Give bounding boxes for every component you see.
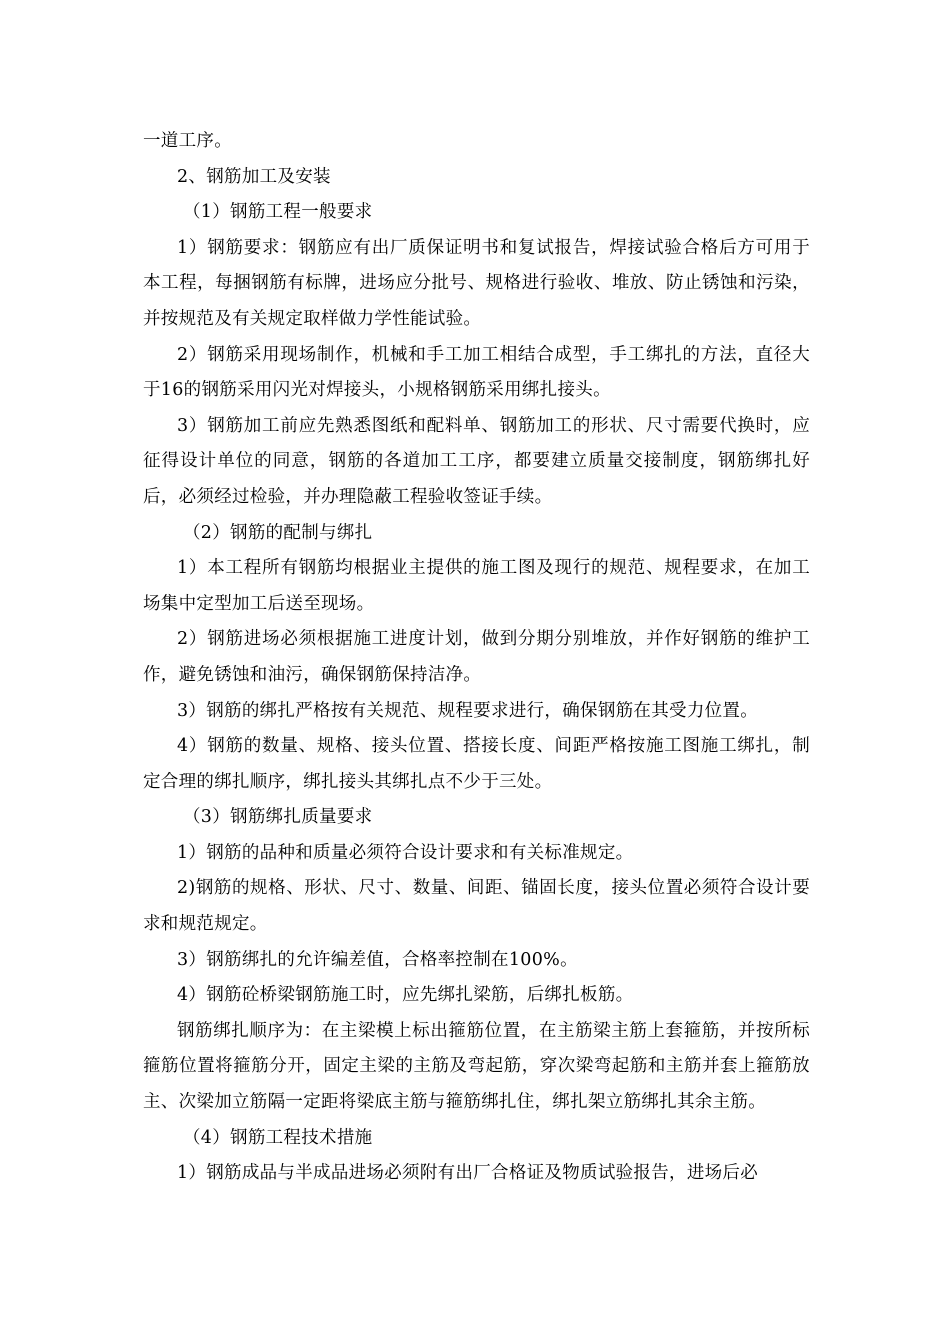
paragraph: 2）钢筋进场必须根据施工进度计划，做到分期分别堆放，并作好钢筋的维护工作，避免锈蚀和油污，确保钢筋保持洁净。 xyxy=(143,629,810,685)
paragraph: 4）钢筋砼桥梁钢筋施工时，应先绑扎梁筋，后绑扎板筋。 xyxy=(177,985,634,1006)
paragraph: 2)钢筋的规格、形状、尺寸、数量、间距、锚固长度，接头位置必须符合设计要求和规范规定。 xyxy=(143,878,810,935)
paragraph: 1）钢筋的品种和质量必须符合设计要求和有关标准规定。 xyxy=(177,842,634,863)
paragraph: 1）本工程所有钢筋均根据业主提供的施工图及现行的规范、规程要求，在加工场集中定型加工后送至现场。 xyxy=(143,558,810,614)
subsection-heading: （2）钢筋的配制与绑扎 xyxy=(183,522,373,543)
paragraph: 3）钢筋的绑扎严格按有关规范、规程要求进行，确保钢筋在其受力位置。 xyxy=(177,700,759,721)
subsection-heading: （4）钢筋工程技术措施 xyxy=(183,1127,373,1148)
section-heading: 2、钢筋加工及安装 xyxy=(177,166,331,187)
subsection-heading: （3）钢筋绑扎质量要求 xyxy=(183,807,373,828)
paragraph: 1）钢筋要求：钢筋应有出厂质保证明书和复试报告，焊接试验合格后方可用于本工程，每捆钢筋有标牌，进场应分批号、规格进行验收、堆放、防止锈蚀和污染，并按规范及有关规定取样做力学性能试验。 xyxy=(143,237,810,329)
paragraph: 1）钢筋成品与半成品进场必须附有出厂合格证及物质试验报告，进场后必 xyxy=(177,1163,759,1184)
paragraph: 钢筋绑扎顺序为：在主梁模上标出箍筋位置，在主筋梁主筋上套箍筋，并按所标箍筋位置将箍筋分开，固定主梁的主筋及弯起筋，穿次梁弯起筋和主筋并套上箍筋放主、次梁加立筋隔一定距将梁底主筋与箍筋绑扎住，绑扎架立筋绑扎其余主筋。 xyxy=(143,1020,810,1113)
paragraph: 3）钢筋加工前应先熟悉图纸和配料单、钢筋加工的形状、尺寸需要代换时，应征得设计单位的同意，钢筋的各道加工工序，都要建立质量交接制度，钢筋绑扎好后，必须经过检验，并办理隐蔽工程验收签证手续。 xyxy=(143,415,810,507)
paragraph: 4）钢筋的数量、规格、接头位置、搭接长度、间距严格按施工图施工绑扎，制定合理的绑扎顺序，绑扎接头其绑扎点不少于三处。 xyxy=(143,736,810,792)
paragraph: 3）钢筋绑扎的允许编差值，合格率控制在100%。 xyxy=(177,949,578,970)
paragraph: 一道工序。 xyxy=(143,131,232,151)
document-body xyxy=(143,124,810,1192)
subsection-heading: （1）钢筋工程一般要求 xyxy=(183,202,373,223)
paragraph: 2）钢筋采用现场制作，机械和手工加工相结合成型，手工绑扎的方法，直径大于16的钢筋采用闪光对焊接头，小规格钢筋采用绑扎接头。 xyxy=(143,344,810,401)
